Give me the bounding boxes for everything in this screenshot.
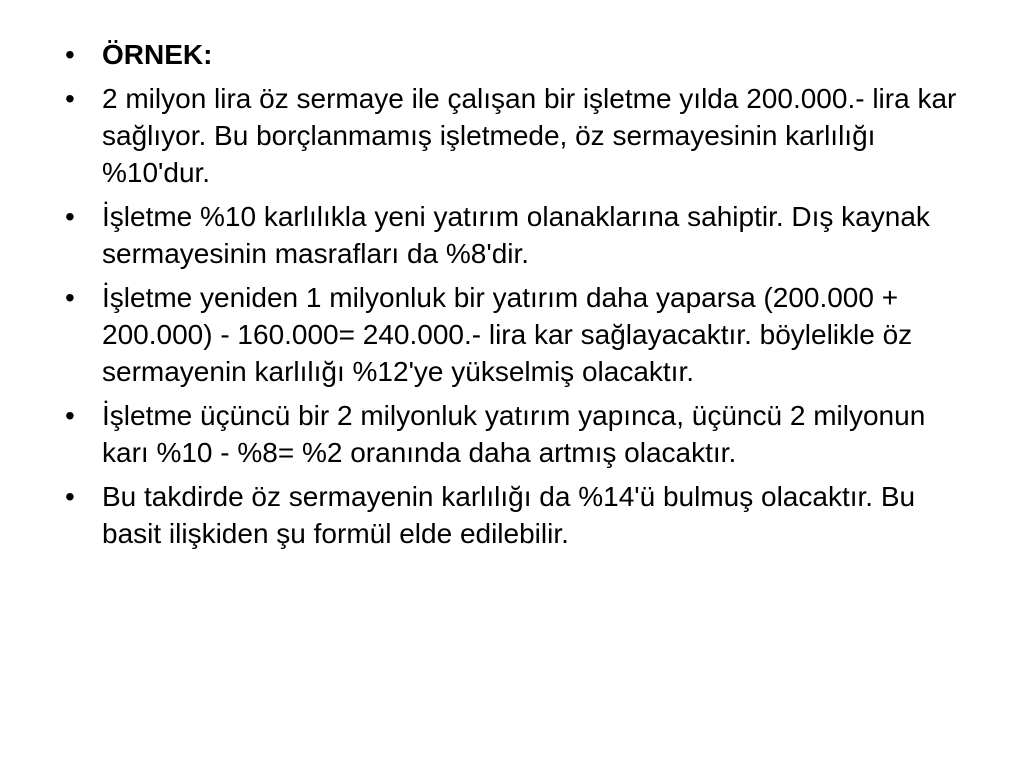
bullet-item xyxy=(62,279,962,390)
bullet-item xyxy=(62,36,962,73)
bullet-icon: • xyxy=(65,201,75,232)
bullet-text: 2 milyon lira öz sermaye ile çalışan bir işletme yılda 200.000.- lira kar sağlıyor. Bu borçlanmamış işletmede, öz sermayesinin karlılığı %10'dur. xyxy=(102,83,957,188)
bullet-item xyxy=(62,478,962,552)
bullet-item xyxy=(62,198,962,272)
bullet-item xyxy=(62,397,962,471)
bullet-text: İşletme %10 karlılıkla yeni yatırım olanaklarına sahiptir. Dış kaynak sermayesinin masrafları da %8'dir. xyxy=(102,201,930,269)
bullet-text: İşletme yeniden 1 milyonluk bir yatırım daha yaparsa (200.000 + 200.000) - 160.000= 240.000.- lira kar sağlayacaktır. böylelikle öz sermayenin karlılığı %12'ye yükselmiş olacaktır. xyxy=(102,282,913,387)
bullet-text: Bu takdirde öz sermayenin karlılığı da %14'ü bulmuş olacaktır. Bu basit ilişkiden şu formül elde edilebilir. xyxy=(102,481,916,549)
bullet-list xyxy=(62,36,962,559)
bullet-icon: • xyxy=(65,83,75,114)
bullet-icon: • xyxy=(65,282,75,313)
bullet-text: İşletme üçüncü bir 2 milyonluk yatırım yapınca, üçüncü 2 milyonun karı %10 - %8= %2 oranında daha artmış olacaktır. xyxy=(102,400,926,468)
bullet-icon: • xyxy=(65,400,75,431)
bullet-item xyxy=(62,80,962,191)
example-heading: ÖRNEK: xyxy=(102,39,213,70)
bullet-icon: • xyxy=(65,39,75,70)
bullet-icon: • xyxy=(65,481,75,512)
